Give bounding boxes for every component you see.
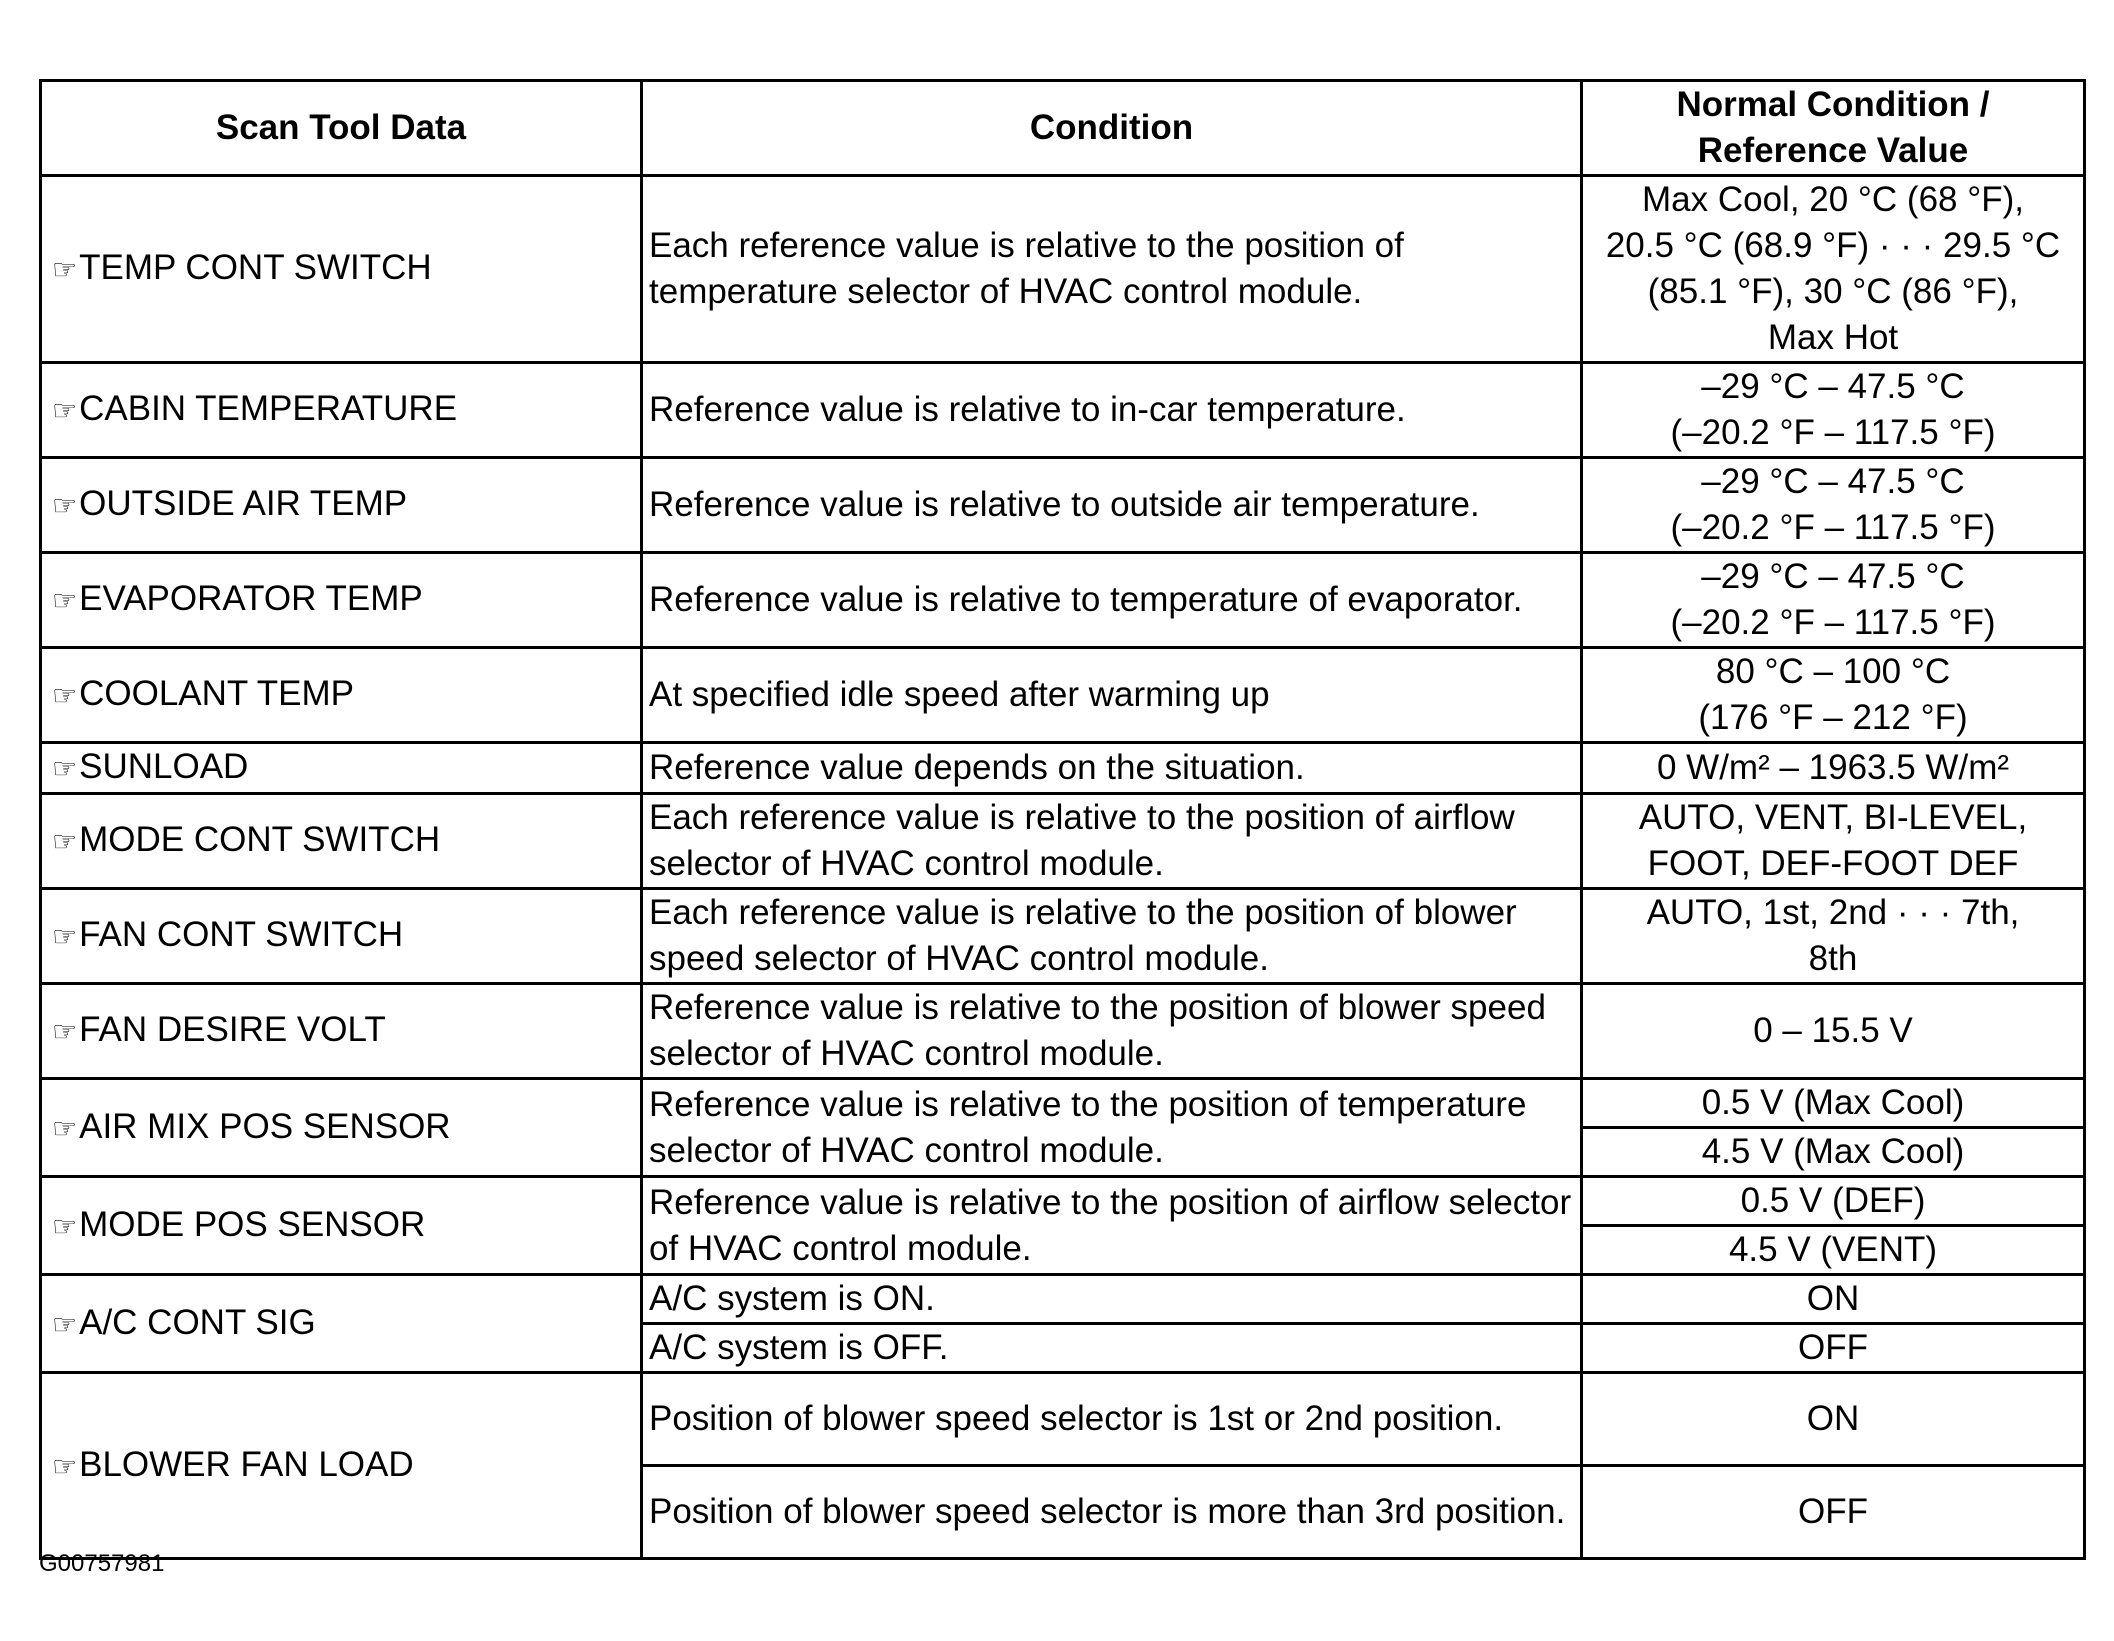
reference-value-cell: AUTO, 1st, 2nd · · · 7th, 8th xyxy=(1582,889,2085,984)
scan-item-name: MODE CONT SWITCH xyxy=(79,820,441,859)
pointing-hand-icon: ☞ xyxy=(52,680,78,711)
reference-value-cell: –29 °C – 47.5 °C (–20.2 °F – 117.5 °F) xyxy=(1582,458,2085,553)
scan-item-name: AIR MIX POS SENSOR xyxy=(79,1106,451,1146)
condition-cell: At specified idle speed after warming up xyxy=(642,648,1582,743)
condition-cell: Reference value is relative to the position of blower speed selector of HVAC control module. xyxy=(642,984,1582,1079)
reference-value-cell: 0 W/m² – 1963.5 W/m² xyxy=(1582,743,2085,794)
table-row xyxy=(41,1275,2085,1324)
scan-item-cell xyxy=(41,1373,642,1559)
scan-item-name: A/C CONT SIG xyxy=(79,1302,316,1342)
pointing-hand-icon: ☞ xyxy=(52,921,78,952)
condition-cell: Reference value is relative to temperature of evaporator. xyxy=(642,553,1582,648)
reference-value-cell: ON xyxy=(1582,1373,2085,1466)
table-row xyxy=(41,743,2085,794)
header-scan-tool-data: Scan Tool Data xyxy=(41,81,642,176)
scan-item-name: FAN CONT SWITCH xyxy=(79,915,404,954)
scan-item-cell xyxy=(41,984,642,1079)
condition-cell: A/C system is ON. xyxy=(642,1275,1582,1324)
table-row xyxy=(41,648,2085,743)
scan-item-cell xyxy=(41,889,642,984)
reference-value-cell: OFF xyxy=(1582,1324,2085,1373)
condition-cell: Each reference value is relative to the position of temperature selector of HVAC control module. xyxy=(642,176,1582,363)
condition-cell: Reference value depends on the situation. xyxy=(642,743,1582,794)
table-row xyxy=(41,984,2085,1079)
condition-cell: Reference value is relative to in-car temperature. xyxy=(642,363,1582,458)
header-condition: Condition xyxy=(642,81,1582,176)
condition-cell: Position of blower speed selector is more than 3rd position. xyxy=(642,1466,1582,1559)
scan-item-name: CABIN TEMPERATURE xyxy=(79,389,458,428)
scan-item-name: COOLANT TEMP xyxy=(79,674,354,713)
reference-value-cell: 0.5 V (DEF) xyxy=(1582,1177,2085,1226)
scan-item-cell xyxy=(41,176,642,363)
condition-cell: Each reference value is relative to the position of airflow selector of HVAC control module. xyxy=(642,794,1582,889)
scan-item-name: SUNLOAD xyxy=(79,747,249,786)
table-row xyxy=(41,458,2085,553)
scan-item-cell xyxy=(41,553,642,648)
reference-value-cell: ON xyxy=(1582,1275,2085,1324)
reference-value-cell: –29 °C – 47.5 °C (–20.2 °F – 117.5 °F) xyxy=(1582,363,2085,458)
scan-item-cell xyxy=(41,1275,642,1373)
scan-item-cell xyxy=(41,1177,642,1275)
scan-item-cell xyxy=(41,458,642,553)
pointing-hand-icon: ☞ xyxy=(52,753,78,784)
pointing-hand-icon: ☞ xyxy=(52,1450,78,1482)
reference-value-cell: –29 °C – 47.5 °C (–20.2 °F – 117.5 °F) xyxy=(1582,553,2085,648)
table-row xyxy=(41,553,2085,648)
reference-value-cell: AUTO, VENT, BI-LEVEL, FOOT, DEF-FOOT DEF xyxy=(1582,794,2085,889)
condition-cell: Position of blower speed selector is 1st or 2nd position. xyxy=(642,1373,1582,1466)
pointing-hand-icon: ☞ xyxy=(52,585,78,616)
pointing-hand-icon: ☞ xyxy=(52,490,78,521)
reference-value-cell: 80 °C – 100 °C (176 °F – 212 °F) xyxy=(1582,648,2085,743)
scan-item-cell xyxy=(41,743,642,794)
condition-cell: Reference value is relative to outside air temperature. xyxy=(642,458,1582,553)
table-row xyxy=(41,363,2085,458)
pointing-hand-icon: ☞ xyxy=(52,254,78,285)
pointing-hand-icon: ☞ xyxy=(52,1112,78,1144)
figure-id-label: G00757981 xyxy=(39,1550,165,1577)
reference-value-cell: OFF xyxy=(1582,1466,2085,1559)
pointing-hand-icon: ☞ xyxy=(52,395,78,426)
table-row xyxy=(41,1373,2085,1466)
pointing-hand-icon: ☞ xyxy=(52,1016,78,1047)
table-row xyxy=(41,176,2085,363)
pointing-hand-icon: ☞ xyxy=(52,826,78,857)
reference-value-cell: 4.5 V (VENT) xyxy=(1582,1226,2085,1275)
scan-item-name: MODE POS SENSOR xyxy=(79,1204,426,1244)
table-row xyxy=(41,889,2085,984)
scan-item-name: BLOWER FAN LOAD xyxy=(79,1444,414,1484)
scan-tool-data-table xyxy=(39,79,2086,1560)
reference-value-cell: 0.5 V (Max Cool) xyxy=(1582,1079,2085,1128)
reference-value-cell: 0 – 15.5 V xyxy=(1582,984,2085,1079)
scan-item-cell xyxy=(41,648,642,743)
scan-item-name: TEMP CONT SWITCH xyxy=(79,248,432,287)
condition-cell: A/C system is OFF. xyxy=(642,1324,1582,1373)
condition-cell: Reference value is relative to the position of airflow selector of HVAC control module. xyxy=(642,1177,1582,1275)
condition-cell: Reference value is relative to the position of temperature selector of HVAC control module. xyxy=(642,1079,1582,1177)
table-row xyxy=(41,794,2085,889)
header-row xyxy=(41,81,2085,176)
scan-item-name: FAN DESIRE VOLT xyxy=(79,1010,386,1049)
reference-value-cell: 4.5 V (Max Cool) xyxy=(1582,1128,2085,1177)
scan-item-name: EVAPORATOR TEMP xyxy=(79,579,423,618)
pointing-hand-icon: ☞ xyxy=(52,1210,78,1242)
scan-item-cell xyxy=(41,1079,642,1177)
scan-item-cell xyxy=(41,794,642,889)
scan-item-name: OUTSIDE AIR TEMP xyxy=(79,484,408,523)
condition-cell: Each reference value is relative to the position of blower speed selector of HVAC control module. xyxy=(642,889,1582,984)
header-reference-value: Normal Condition / Reference Value xyxy=(1582,81,2085,176)
scan-item-cell xyxy=(41,363,642,458)
pointing-hand-icon: ☞ xyxy=(52,1308,78,1340)
reference-value-cell: Max Cool, 20 °C (68 °F), 20.5 °C (68.9 °F) · · · 29.5 °C (85.1 °F), 30 °C (86 °F), Max Hot xyxy=(1582,176,2085,363)
table-row xyxy=(41,1079,2085,1128)
table-row xyxy=(41,1177,2085,1226)
